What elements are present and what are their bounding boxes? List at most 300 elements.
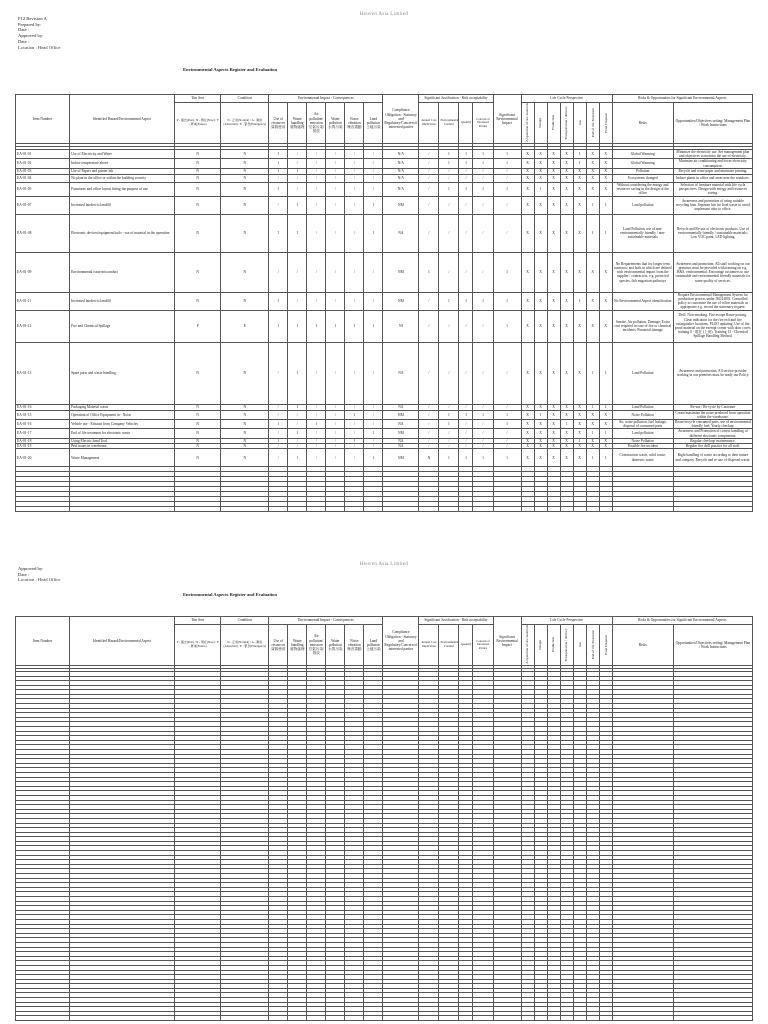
col-opportunities: Opportunities/Objectives setting/ Management Plan / Work Instructions [673,625,752,666]
impact-value: 1 [345,310,364,342]
lifecycle-value: X [547,419,560,428]
risk-text: Pollution [612,168,673,174]
impact-value: / [307,292,326,310]
lifecycle-value: X [599,149,612,158]
lifecycle-value: X [560,252,573,292]
lifecycle-value: X [599,438,612,443]
tense-value: N [175,182,221,196]
tense-value: N [175,292,221,310]
impact-value: 1 [307,419,326,428]
opportunity-text: Recycle and reuse paper and minimize printing. [673,168,752,174]
lifecycle-value: 1 [599,404,612,410]
document-title: Environmental Aspects Register and Evaluation [182,592,277,597]
lifecycle-value: X [521,196,534,214]
lifecycle-value: X [521,449,534,467]
impact-value: / [345,149,364,158]
lifecycle-value: X [586,310,599,342]
significance-value: / [473,196,493,214]
empty-cell [573,507,586,512]
impact-value: 1 [269,438,288,443]
col-impact-air-pollution: Air pollution/ emission 空氣污染/排放 [307,103,326,144]
significance-value: / [419,174,439,182]
lifecycle-value: X [521,214,534,252]
impact-value: / [364,438,383,443]
significant-value: 1 [493,149,521,158]
empty-cell [221,507,269,512]
impact-value: / [345,252,364,292]
col-lifecycle-1 [534,103,547,144]
empty-cell [70,1016,175,1021]
compliance-value: NA [383,443,419,448]
lifecycle-value: X [521,404,534,410]
significance-value: 1 [459,449,473,467]
lifecycle-value: X [547,443,560,448]
empty-cell [307,507,326,512]
empty-cell [586,507,599,512]
opportunity-text: Right handling of waste according to their nature and category. Recycle and re-use of disposed waste. [673,449,752,467]
lifecycle-value: X [534,438,547,443]
lifecycle-value: X [521,182,534,196]
impact-value: / [364,404,383,410]
date-label: Date : [18,571,30,577]
aspect-text: Increased burden to landfill [70,292,175,310]
impact-value: / [307,404,326,410]
impact-value: 1 [269,310,288,342]
aspect-text: Fire and Chemical Spillage [70,310,175,342]
item-number: EA-01-12 [16,310,70,342]
col-lifecycle-1 [534,625,547,666]
lifecycle-value: X [547,438,560,443]
lifecycle-value: 1 [586,449,599,467]
col-tense: Tim Sest [175,95,221,103]
condition-value: N [221,410,269,419]
impact-value: / [269,410,288,419]
approved-by-label: Approved by: [18,33,44,39]
condition-value: N [221,252,269,292]
item-number: EA-01-19 [16,443,70,448]
impact-value: 1 [288,342,307,404]
significant-value: 1 [493,419,521,428]
impact-value: 1 [345,438,364,443]
lifecycle-value: X [599,443,612,448]
risk-text: Noise Pollution [612,410,673,419]
table-row [16,214,753,252]
lifecycle-value: X [586,168,599,174]
risk-text: Without considering the energy and resources saving in the design of the office [612,182,673,196]
impact-value: / [288,149,307,158]
lifecycle-value: X [573,174,586,182]
impact-value: / [326,292,345,310]
lifecycle-value: X [521,438,534,443]
impact-value: / [288,410,307,419]
opportunity-text: Require Environmental Management System for production process under ISO14001. Controlled policy to customize the use of office materials as appropriate e.g. record the stationary request. [673,292,752,310]
table-row [16,196,753,214]
lifecycle-value: X [547,159,560,168]
lifecycle-value: X [586,292,599,310]
lifecycle-value: X [547,174,560,182]
item-number: EA-01-09 [16,252,70,292]
lifecycle-value: X [560,168,573,174]
impact-value: / [326,342,345,404]
lifecycle-value: X [547,168,560,174]
col-lifecycle-0 [521,103,534,144]
risk-text: Land Pollution [612,404,673,410]
risk-text: Land pollution [612,429,673,438]
col-group-impact: Environmental Impact - Consequences [269,95,383,103]
lifecycle-value: X [534,292,547,310]
compliance-value: N/A [383,159,419,168]
lifecycle-value: X [534,252,547,292]
lifecycle-value: 1 [573,292,586,310]
lifecycle-value: X [534,342,547,404]
col-condition: Condition [221,617,269,625]
location-label: Location : Head Office [18,44,61,50]
opportunity-text: Recycle and Re-use of electronic products. Use of environmentally friendly / sustainable materials; Low VOC paint, LED lighting. [673,214,752,252]
lifecycle-value: X [573,168,586,174]
significance-value: / [473,404,493,410]
col-significance-2: Quantity [459,625,473,666]
impact-value: / [326,174,345,182]
tense-value: N [175,342,221,404]
significant-value: / [493,429,521,438]
col-lifecycle-5-label: End of life Treatment [590,107,595,137]
tense-value: P [175,310,221,342]
significance-value: / [459,310,473,342]
empty-cell [521,1016,534,1021]
compliance-value: NM [383,292,419,310]
impact-value: / [364,292,383,310]
aspect-text: Vehicle use - Exhaust from Company Vehicles [70,419,175,428]
impact-value: / [269,443,288,448]
condition-value: E [221,310,269,342]
impact-value: / [288,159,307,168]
item-number: EA-01-11 [16,292,70,310]
aspect-text: Using Electric hand Tool [70,438,175,443]
aspect-text: Use of Papers and printer ink [70,168,175,174]
lifecycle-value: X [521,419,534,428]
col-lifecycle-1-label: Design [538,639,543,650]
significance-value: / [459,443,473,448]
significance-value: / [439,443,459,448]
lifecycle-value: X [534,174,547,182]
significance-value: / [439,252,459,292]
opportunity-text: Awareness and promotion of using suitable recycling bins. Separate bin for food waste to avoid unpleasant odor to office. [673,196,752,214]
condition-value: N [221,429,269,438]
opportunity-text: Regular fire drill practice for all staff. [673,443,752,448]
empty-cell [612,507,673,512]
col-lifecycle-5 [586,625,599,666]
col-lifecycle-6 [599,625,612,666]
empty-cell [221,1016,269,1021]
lifecycle-value: X [534,196,547,214]
significance-value: / [439,342,459,404]
significance-value: / [459,174,473,182]
impact-value: / [326,404,345,410]
aspect-text: Operation of Office Equipment in - Noise [70,410,175,419]
compliance-value: NA [383,404,419,410]
empty-cell [586,1016,599,1021]
lifecycle-value: X [534,310,547,342]
document-meta [18,566,60,583]
lifecycle-value: 1 [560,419,573,428]
compliance-value: NM [383,196,419,214]
item-number: EA-01-07 [16,196,70,214]
col-opportunities: Opportunities/Objectives setting/ Management Plan / Work Instructions [673,103,752,144]
significance-value: / [419,342,439,404]
col-tense-legend: P - 過去(Past) / N - 現在(Now) / F - 將來(Future) [175,103,221,144]
risk-text: Global Warming [612,149,673,158]
significance-value: 1 [439,449,459,467]
lifecycle-value: X [573,443,586,448]
risk-text: Noise Pollution [612,438,673,443]
significance-value: / [419,214,439,252]
significance-value: / [459,438,473,443]
col-impact-water-pollution: Water pollution 水質污染 [326,625,345,666]
aspect-text: Environmental issue misconduct [70,252,175,292]
impact-value: / [269,429,288,438]
table-row [16,419,753,428]
empty-cell [534,1016,547,1021]
location-label: Location : Head Office [18,577,61,583]
col-impact-land-pollution: Land pollution 土地污染 [364,625,383,666]
lifecycle-value: X [521,168,534,174]
col-lifecycle-2-label: Production [551,114,556,130]
impact-value: / [269,404,288,410]
significance-value: / [439,174,459,182]
lifecycle-value: X [547,196,560,214]
lifecycle-value: X [521,292,534,310]
significant-value: 1 [493,159,521,168]
col-significance-1: Environmental Conduct [439,103,459,144]
significance-value: / [419,168,439,174]
lifecycle-value: X [560,410,573,419]
empty-cell [383,1016,419,1021]
document-meta [18,16,60,50]
impact-value: / [307,410,326,419]
significance-value: 1 [473,159,493,168]
empty-cell [547,507,560,512]
impact-value: 1 [269,159,288,168]
impact-value: / [326,449,345,467]
empty-cell [493,1016,521,1021]
impact-value: / [345,419,364,428]
col-group-impact: Environmental Impact - Consequences [269,617,383,625]
impact-value: / [326,214,345,252]
condition-value: N [221,438,269,443]
significance-value: / [419,429,439,438]
empty-cell [439,507,459,512]
lifecycle-value: X [599,292,612,310]
aspect-text: End of life treatment for electronic waste [70,429,175,438]
col-condition: Condition [221,95,269,103]
significant-value: / [493,342,521,404]
compliance-value: NA [383,438,419,443]
impact-value: / [326,149,345,158]
opportunity-text: Reuse/recycle consumed parts, use of environmental friendly fuel; Yearly checkup. [675,419,751,429]
blank-row [16,507,753,512]
significance-value: / [419,159,439,168]
lifecycle-value: 1 [573,159,586,168]
date-label: Date : [18,38,30,44]
condition-value: N [221,443,269,448]
significance-value: / [419,410,439,419]
condition-value: N [221,342,269,404]
lifecycle-value: X [534,159,547,168]
significance-value: / [459,252,473,292]
item-number: EA-01-13 [16,342,70,404]
impact-value: 1 [364,429,383,438]
significance-value: 1 [473,182,493,196]
compliance-value: N/A [383,168,419,174]
lifecycle-value: X [560,182,573,196]
lifecycle-value: X [560,429,573,438]
approved-by-label: Approved by: [18,566,44,571]
impact-value: / [307,182,326,196]
tense-value: N [175,443,221,448]
col-impact-noise: Noise vibration 噪音震動 [345,103,364,144]
significance-value: / [419,404,439,410]
significance-value: / [473,342,493,404]
significant-value: / [493,443,521,448]
lifecycle-value: X [534,149,547,158]
impact-value: / [269,174,288,182]
lifecycle-value: 1 [599,196,612,214]
table-row [16,252,753,292]
risk-text: Land Pollution [612,342,673,404]
impact-value: 1 [288,449,307,467]
significant-value: / [493,438,521,443]
item-number: EA-01-16 [16,404,70,410]
significant-value: 1 [493,410,521,419]
significance-value: / [459,168,473,174]
impact-value: / [345,449,364,467]
empty-cell [307,1016,326,1021]
col-impact-use-of-resources: Use of resources 資源使用 [269,625,288,666]
impact-value: / [307,252,326,292]
table-row [16,149,753,158]
lifecycle-value: X [547,429,560,438]
impact-value: 1 [307,310,326,342]
significance-value: N [419,449,439,467]
lifecycle-value: X [599,252,612,292]
tense-value: N [175,404,221,410]
lifecycle-value: X [521,149,534,158]
significance-value: 1 [473,410,493,419]
lifecycle-value: X [547,449,560,467]
empty-cell [419,1016,439,1021]
impact-value: / [326,429,345,438]
company-name: Heuven Asia Limited [359,562,409,567]
lifecycle-value: X [534,429,547,438]
significance-value: / [473,310,493,342]
significant-value: / [493,196,521,214]
lifecycle-value: X [521,252,534,292]
significant-value: 1 [493,182,521,196]
impact-value: / [345,159,364,168]
lifecycle-value: X [573,404,586,410]
tense-value: N [175,449,221,467]
compliance-value: N/A [383,174,419,182]
impact-value: / [345,214,364,252]
significance-value: / [419,292,439,310]
empty-cell [573,1016,586,1021]
col-risks: Risks [612,625,673,666]
impact-value: / [307,449,326,467]
lifecycle-value: 1 [586,404,599,410]
significant-value: 1 [493,252,521,292]
col-item-number: Item Number [16,617,70,666]
lifecycle-value: X [560,159,573,168]
item-number: EA-01-17 [16,429,70,438]
item-number: EA-01-04 [16,174,70,182]
aspect-text: Furnitures and office layout fitting the purpose of use [70,182,175,196]
impact-value: / [345,196,364,214]
lifecycle-value: X [586,419,599,428]
significance-value: 1 [459,292,473,310]
page-2 [0,556,768,1024]
impact-value: / [288,252,307,292]
tense-value: N [175,410,221,419]
empty-cell [534,507,547,512]
significant-value: / [493,404,521,410]
empty-cell [345,1016,364,1021]
item-number: EA-01-02 [16,159,70,168]
empty-cell [673,1016,752,1021]
col-lifecycle-3 [560,103,573,144]
aspect-text: Waste Management [70,449,175,467]
col-lifecycle-3 [560,625,573,666]
lifecycle-value: 1 [586,342,599,404]
impact-value: 1 [269,419,288,428]
risk-text: Construction waste, solid waste, domestic waste [612,449,673,467]
significance-value: 1 [473,292,493,310]
col-lifecycle-5-label: End of life Treatment [590,629,595,659]
impact-value: / [326,168,345,174]
significance-value: 1 [473,149,493,158]
empty-cell [599,1016,612,1021]
empty-cell [673,507,752,512]
impact-value: / [307,342,326,404]
compliance-value: NA [383,214,419,252]
significance-value: / [473,174,493,182]
tense-value: N [175,174,221,182]
lifecycle-value: X [547,410,560,419]
col-significance-2: Quantity [459,103,473,144]
significance-value: / [439,429,459,438]
impact-value: / [326,410,345,419]
lifecycle-value: X [599,168,612,174]
opportunity-text: Awareness and Promotion of correct handling of different electronic components. [673,429,752,438]
significant-value: 1 [493,310,521,342]
col-significant: Significant Environmental Impact [493,617,521,666]
lifecycle-value: 1 [573,149,586,158]
col-lifecycle-0-label: Acquisition of raw materials [525,625,530,664]
lifecycle-value: X [521,174,534,182]
significance-value: / [419,443,439,448]
item-number: EA-01-16 [16,419,70,428]
impact-value: / [364,149,383,158]
condition-value: N [221,196,269,214]
significance-value: / [419,149,439,158]
empty-cell [560,1016,573,1021]
impact-value: 1 [269,168,288,174]
impact-value: 1 [269,149,288,158]
significance-value: / [473,252,493,292]
empty-cell [269,507,288,512]
condition-value: N [221,449,269,467]
lifecycle-value: X [560,196,573,214]
table-row [16,449,753,467]
